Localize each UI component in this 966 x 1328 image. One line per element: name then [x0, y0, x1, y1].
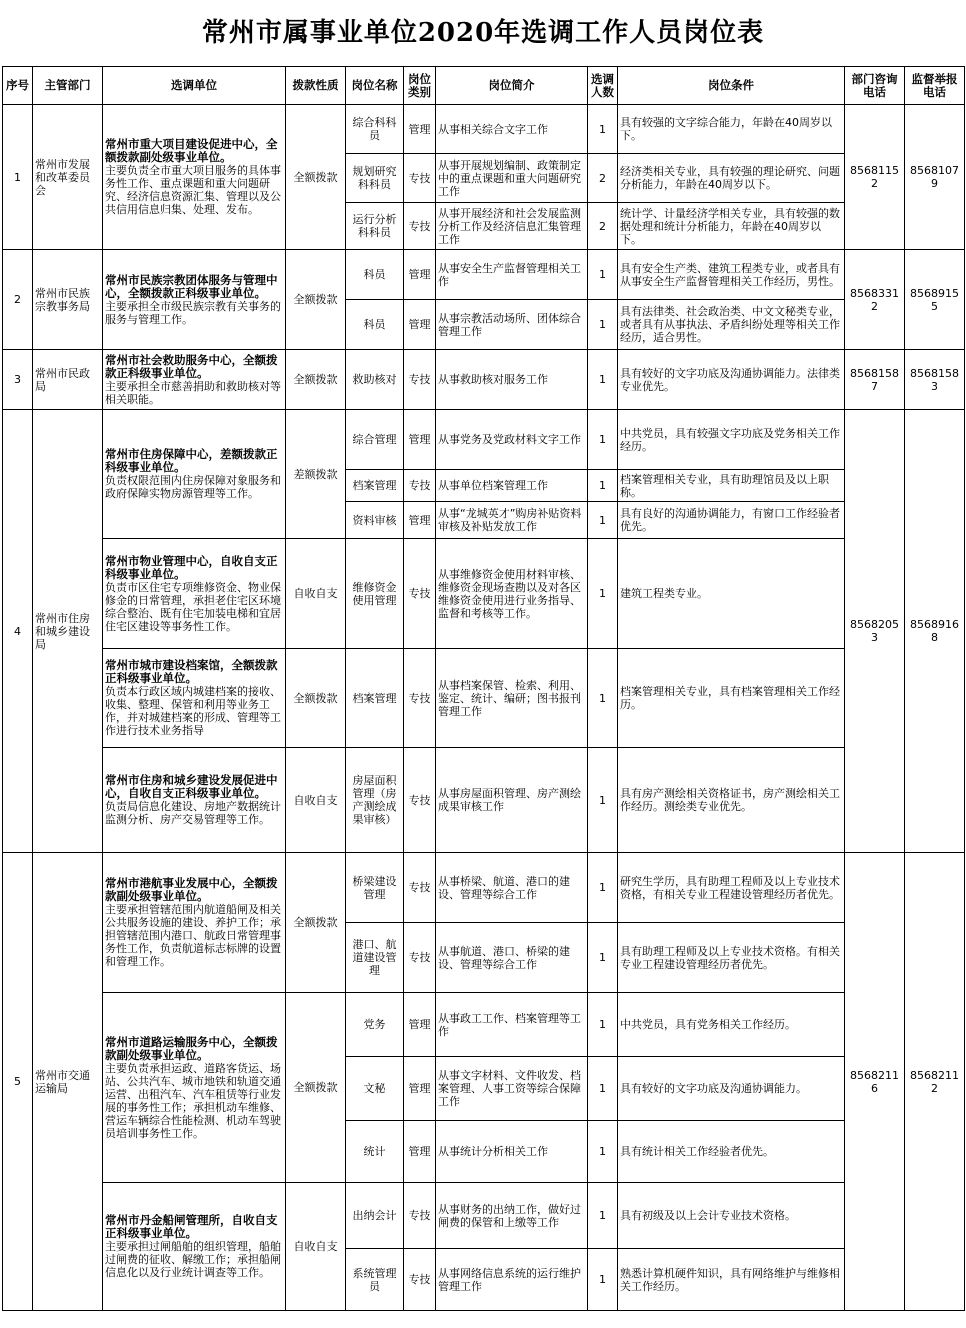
- table-body: [3, 105, 965, 1311]
- post-count-cell: 2: [588, 203, 618, 250]
- post-req-cell: 中共党员，具有党务相关工作经历。: [618, 993, 845, 1057]
- table-row: [3, 250, 965, 300]
- unit-cell: [103, 649, 286, 748]
- funding-cell: 全额拨款: [286, 350, 346, 410]
- post-req-cell: 熟悉计算机硬件知识，具有网络维护与维修相关工作经历。: [618, 1249, 845, 1311]
- post-title-cell: 资料审核: [346, 502, 404, 539]
- post-title-cell: 救助核对: [346, 350, 404, 410]
- post-req-cell: 中共党员，具有较强文字功底及党务相关工作经历。: [618, 410, 845, 470]
- unit-cell: [103, 853, 286, 993]
- post-title-cell: 档案管理: [346, 470, 404, 502]
- consult-phone-cell: 85681152: [845, 105, 905, 250]
- post-intro-cell: 从事开展经济和社会发展监测分析工作及经济信息汇集管理工作: [436, 203, 588, 250]
- page-title: 常州市属事业单位2020年选调工作人员岗位表: [201, 18, 765, 48]
- post-intro-cell: 从事党务及党政材料文字工作: [436, 410, 588, 470]
- post-count-cell: 1: [588, 105, 618, 154]
- post-req-cell: 建筑工程类专业。: [618, 539, 845, 649]
- post-category-cell: 专技: [404, 350, 436, 410]
- unit-name: 常州市住房和城乡建设发展促进中心，自收自支正科级事业单位。: [105, 773, 278, 800]
- post-count-cell: 1: [588, 1057, 618, 1121]
- post-category-cell: 管理: [404, 993, 436, 1057]
- funding-cell: 全额拨款: [286, 250, 346, 350]
- unit-cell: [103, 350, 286, 410]
- post-title-cell: 房屋面积管理（房产测绘成果审核）: [346, 748, 404, 853]
- unit-name: 常州市城市建设档案馆，全额拨款正科级事业单位。: [105, 658, 278, 685]
- post-category-cell: 管理: [404, 1121, 436, 1183]
- consult-phone-cell: 85683312: [845, 250, 905, 350]
- post-title-cell: 维修资金使用管理: [346, 539, 404, 649]
- report-phone-cell: 85689155: [905, 250, 965, 350]
- seq-cell: 1: [3, 105, 33, 250]
- table-row: [3, 853, 965, 923]
- post-category-cell: 专技: [404, 649, 436, 748]
- unit-desc: 主要承担管辖范围内航道船闸及相关公共服务设施的建设、养护工作；承担管辖范围内港口、航政日常管理事务性工作，负责航道标志标牌的设置和管理工作。: [105, 903, 281, 968]
- unit-cell: [103, 993, 286, 1183]
- post-category-cell: 专技: [404, 470, 436, 502]
- post-count-cell: 1: [588, 923, 618, 993]
- post-intro-cell: 从事财务的出纳工作，做好过闸费的保管和上缴等工作: [436, 1183, 588, 1249]
- seq-cell: 3: [3, 350, 33, 410]
- post-count-cell: 1: [588, 1249, 618, 1311]
- post-category-cell: 专技: [404, 1249, 436, 1311]
- post-intro-cell: 从事政工工作、档案管理等工作: [436, 993, 588, 1057]
- post-title-cell: 档案管理: [346, 649, 404, 748]
- post-count-cell: 1: [588, 470, 618, 502]
- post-category-cell: 专技: [404, 203, 436, 250]
- unit-desc: 负责市区住宅专项维修资金、物业保修金的日常管理，承担老住宅区环境综合整治、既有住宅加装电梯和宜居住宅区建设等事务性工作。: [105, 580, 281, 633]
- post-req-cell: 具有安全生产类、建筑工程类专业，或者具有从事安全生产监督管理相关工作经历，男性。: [618, 250, 845, 300]
- funding-cell: 自收自支: [286, 748, 346, 853]
- unit-desc: 主要承担全市级民族宗教有关事务的服务与管理工作。: [105, 299, 281, 326]
- post-title-cell: 统计: [346, 1121, 404, 1183]
- dept-cell: 常州市发展和改革委员会: [33, 105, 103, 250]
- post-category-cell: 专技: [404, 853, 436, 923]
- post-req-cell: 统计学、计量经济学相关专业，具有较强的数据处理和统计分析能力，年龄在40周岁以下。: [618, 203, 845, 250]
- post-title-cell: 科员: [346, 300, 404, 350]
- post-intro-cell: 从事宗教活动场所、团体综合管理工作: [436, 300, 588, 350]
- unit-desc: 负责权限范围内住房保障对象服务和政府保障实物房源管理等工作。: [105, 474, 281, 500]
- post-req-cell: 具有初级及以上会计专业技术资格。: [618, 1183, 845, 1249]
- post-title-cell: 港口、航道建设管理: [346, 923, 404, 993]
- unit-desc: 负责局信息化建设、房地产数据统计监测分析、房产交易管理等工作。: [105, 800, 281, 826]
- post-title-cell: 规划研究科科员: [346, 154, 404, 203]
- col-header: 选调单位: [103, 67, 286, 105]
- unit-desc: 主要承担全市慈善捐助和救助核对等相关职能。: [105, 379, 281, 406]
- seq-cell: 4: [3, 410, 33, 853]
- post-count-cell: 1: [588, 649, 618, 748]
- unit-name: 常州市社会救助服务中心，全额拨款正科级事业单位。: [105, 352, 278, 380]
- post-req-cell: 研究生学历，具有助理工程师及以上专业技术资格，有相关专业工程建设管理经历者优先。: [618, 853, 845, 923]
- unit-cell: [103, 539, 286, 649]
- funding-cell: 自收自支: [286, 1183, 346, 1311]
- post-count-cell: 2: [588, 154, 618, 203]
- post-category-cell: 管理: [404, 300, 436, 350]
- post-category-cell: 专技: [404, 923, 436, 993]
- unit-desc: 主要承担过闸船舶的组织管理，船舶过闸费的征收、解缴工作；承担船闸信息化以及行业统计调查等工作。: [105, 1240, 281, 1279]
- seq-cell: 2: [3, 250, 33, 350]
- post-count-cell: 1: [588, 250, 618, 300]
- position-table: [2, 66, 965, 1311]
- table-row: [3, 539, 965, 649]
- post-intro-cell: 从事统计分析相关工作: [436, 1121, 588, 1183]
- post-req-cell: 具有较强的文字综合能力，年龄在40周岁以下。: [618, 105, 845, 154]
- header-row: [3, 67, 965, 105]
- unit-desc: 主要负责承担运政、道路客货运、场站、公共汽车、城市地铁和轨道交通运营、出租汽车、汽车租赁等行业发展的事务性工作；承担机动车维修、营运车辆综合性能检测、机动车驾驶员培训事务性工作。: [105, 1061, 281, 1140]
- post-title-cell: 综合科科员: [346, 105, 404, 154]
- col-header: 部门咨询电话: [845, 67, 905, 105]
- post-intro-cell: 从事开展规划编制、政策制定中的重点课题和重大问题研究工作: [436, 154, 588, 203]
- post-count-cell: 1: [588, 993, 618, 1057]
- post-count-cell: 1: [588, 539, 618, 649]
- unit-name: 常州市道路运输服务中心，全额拨款副处级事业单位。: [105, 1034, 278, 1062]
- post-category-cell: 专技: [404, 154, 436, 203]
- unit-desc: 主要负责全市重大项目服务的具体事务性工作、重点课题和重大问题研究、经济信息资源汇集、管理以及公共信用信息归集、处理、发布。: [105, 164, 281, 216]
- post-req-cell: 具有法律类、社会政治类、中文文秘类专业，或者具有从事执法、矛盾纠纷处理等相关工作经历，适合男性。: [618, 300, 845, 350]
- table-row: [3, 1183, 965, 1249]
- post-count-cell: 1: [588, 748, 618, 853]
- post-title-cell: 党务: [346, 993, 404, 1057]
- col-header: 监督举报电话: [905, 67, 965, 105]
- post-title-cell: 综合管理: [346, 410, 404, 470]
- col-header: 序号: [3, 67, 33, 105]
- funding-cell: 全额拨款: [286, 105, 346, 250]
- funding-cell: 差额拨款: [286, 410, 346, 539]
- post-intro-cell: 从事桥梁、航道、港口的建设、管理等综合工作: [436, 853, 588, 923]
- post-category-cell: 专技: [404, 748, 436, 853]
- col-header: 拨款性质: [286, 67, 346, 105]
- funding-cell: 全额拨款: [286, 853, 346, 993]
- post-intro-cell: 从事航道、港口、桥梁的建设、管理等综合工作: [436, 923, 588, 993]
- col-header: 岗位类别: [404, 67, 436, 105]
- unit-cell: [103, 748, 286, 853]
- post-title-cell: 运行分析科科员: [346, 203, 404, 250]
- post-category-cell: 管理: [404, 250, 436, 300]
- post-intro-cell: 从事文字材料、文件收发、档案管理、人事工资等综合保障工作: [436, 1057, 588, 1121]
- unit-name: 常州市民族宗教团体服务与管理中心，全额拨款正科级事业单位。: [105, 272, 278, 300]
- post-count-cell: 1: [588, 502, 618, 539]
- post-intro-cell: 从事档案保管、检索、利用、鉴定、统计、编研；图书报刊管理工作: [436, 649, 588, 748]
- unit-name: 常州市物业管理中心，自收自支正科级事业单位。: [105, 553, 278, 581]
- post-category-cell: 管理: [404, 1057, 436, 1121]
- report-phone-cell: 85689168: [905, 410, 965, 853]
- post-intro-cell: 从事“龙城英才”购房补贴资料审核及补贴发放工作: [436, 502, 588, 539]
- unit-cell: [103, 250, 286, 350]
- post-intro-cell: 从事维修资金使用材料审核、维修资金现场查勘以及对各区维修资金使用进行业务指导、监督和考核等工作。: [436, 539, 588, 649]
- post-intro-cell: 从事网络信息系统的运行维护管理工作: [436, 1249, 588, 1311]
- report-phone-cell: 85681583: [905, 350, 965, 410]
- post-intro-cell: 从事安全生产监督管理相关工作: [436, 250, 588, 300]
- post-count-cell: 1: [588, 410, 618, 470]
- post-count-cell: 1: [588, 853, 618, 923]
- post-intro-cell: 从事相关综合文字工作: [436, 105, 588, 154]
- col-header: 岗位名称: [346, 67, 404, 105]
- post-req-cell: 具有房产测绘相关资格证书，房产测绘相关工作经历。测绘类专业优先。: [618, 748, 845, 853]
- table-row: [3, 993, 965, 1057]
- post-count-cell: 1: [588, 300, 618, 350]
- table-row: [3, 649, 965, 748]
- post-intro-cell: 从事救助核对服务工作: [436, 350, 588, 410]
- dept-cell: 常州市民族宗教事务局: [33, 250, 103, 350]
- unit-cell: [103, 105, 286, 250]
- col-header: 岗位条件: [618, 67, 845, 105]
- post-req-cell: 具有良好的沟通协调能力，有窗口工作经验者优先。: [618, 502, 845, 539]
- post-title-cell: 文秘: [346, 1057, 404, 1121]
- post-intro-cell: 从事单位档案管理工作: [436, 470, 588, 502]
- col-header: 岗位简介: [436, 67, 588, 105]
- col-header: 主管部门: [33, 67, 103, 105]
- post-count-cell: 1: [588, 350, 618, 410]
- post-count-cell: 1: [588, 1183, 618, 1249]
- unit-name: 常州市重大项目建设促进中心，全额拨款副处级事业单位。: [105, 137, 278, 164]
- post-category-cell: 管理: [404, 410, 436, 470]
- dept-cell: 常州市交通运输局: [33, 853, 103, 1311]
- unit-desc: 负责本行政区域内城建档案的接收、收集、整理、保管和利用等业务工作，并对城建档案的形成、管理等工作进行技术业务指导: [105, 685, 281, 737]
- post-title-cell: 科员: [346, 250, 404, 300]
- post-req-cell: 具有较好的文字功底及沟通协调能力。法律类专业优先。: [618, 350, 845, 410]
- seq-cell: 5: [3, 853, 33, 1311]
- consult-phone-cell: 85682116: [845, 853, 905, 1311]
- post-req-cell: 具有助理工程师及以上专业技术资格。有相关专业工程建设管理经历者优先。: [618, 923, 845, 993]
- table-row: [3, 410, 965, 470]
- table-row: [3, 350, 965, 410]
- funding-cell: 全额拨款: [286, 649, 346, 748]
- post-req-cell: 具有统计相关工作经验者优先。: [618, 1121, 845, 1183]
- post-intro-cell: 从事房屋面积管理、房产测绘成果审核工作: [436, 748, 588, 853]
- dept-cell: 常州市民政局: [33, 350, 103, 410]
- unit-cell: [103, 1183, 286, 1311]
- unit-name: 常州市丹金船闸管理所，自收自支正科级事业单位。: [105, 1213, 278, 1240]
- post-req-cell: 经济类相关专业，具有较强的理论研究、问题分析能力，年龄在40周岁以下。: [618, 154, 845, 203]
- post-category-cell: 专技: [404, 1183, 436, 1249]
- dept-cell: 常州市住房和城乡建设局: [33, 410, 103, 853]
- post-title-cell: 出纳会计: [346, 1183, 404, 1249]
- table-row: [3, 748, 965, 853]
- report-phone-cell: 85681079: [905, 105, 965, 250]
- consult-phone-cell: 85682053: [845, 410, 905, 853]
- post-req-cell: 具有较好的文字功底及沟通协调能力。: [618, 1057, 845, 1121]
- post-title-cell: 系统管理员: [346, 1249, 404, 1311]
- post-category-cell: 专技: [404, 539, 436, 649]
- unit-name: 常州市港航事业发展中心，全额拨款副处级事业单位。: [105, 876, 278, 903]
- post-req-cell: 档案管理相关专业，具有助理馆员及以上职称。: [618, 470, 845, 502]
- col-header: 选调人数: [588, 67, 618, 105]
- funding-cell: 全额拨款: [286, 993, 346, 1183]
- funding-cell: 自收自支: [286, 539, 346, 649]
- consult-phone-cell: 85681587: [845, 350, 905, 410]
- post-count-cell: 1: [588, 1121, 618, 1183]
- post-req-cell: 档案管理相关专业，具有档案管理相关工作经历。: [618, 649, 845, 748]
- report-phone-cell: 85682112: [905, 853, 965, 1311]
- unit-name: 常州市住房保障中心，差额拨款正科级事业单位。: [105, 447, 278, 474]
- table-row: [3, 105, 965, 154]
- post-category-cell: 管理: [404, 502, 436, 539]
- unit-cell: [103, 410, 286, 539]
- post-title-cell: 桥梁建设管理: [346, 853, 404, 923]
- post-category-cell: 管理: [404, 105, 436, 154]
